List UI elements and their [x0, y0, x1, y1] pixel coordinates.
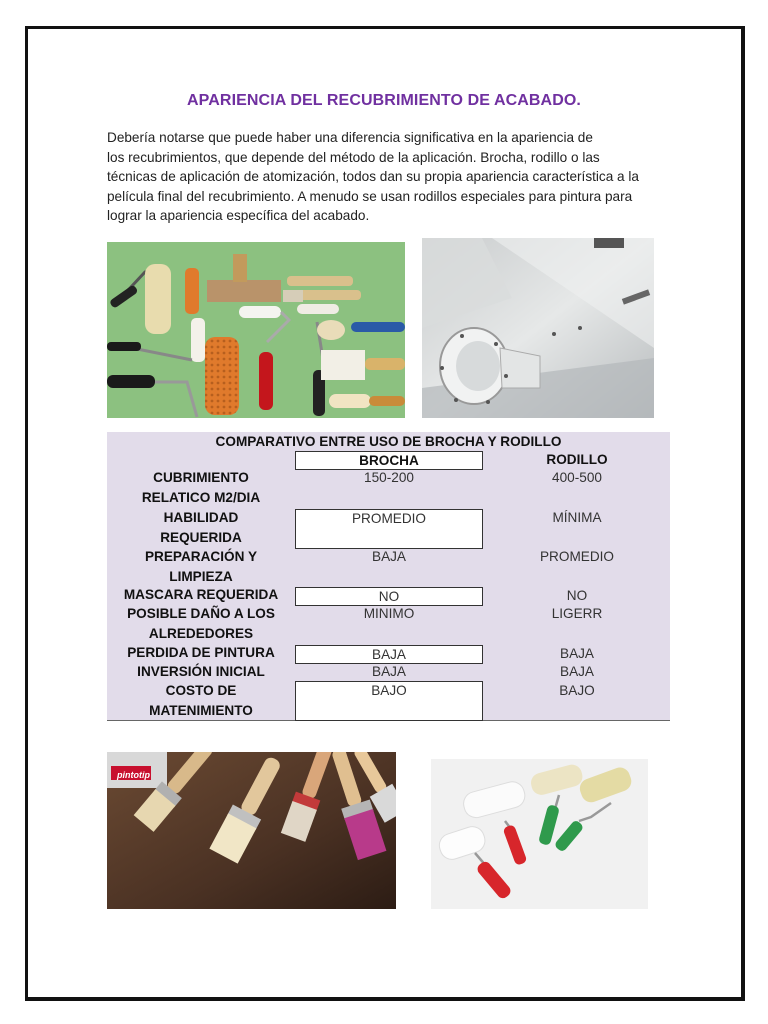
cell-rodillo: BAJO — [559, 683, 595, 698]
brand-logo-text: pintotip — [117, 770, 150, 780]
cell-brocha: BAJO — [295, 681, 483, 721]
cell-brocha: 150-200 — [364, 470, 414, 485]
row-label: MATENIMIENTO — [149, 703, 253, 718]
cell-rodillo: BAJA — [560, 664, 594, 679]
cell-brocha: BAJA — [372, 664, 406, 679]
row-label: LIMPIEZA — [169, 569, 233, 584]
row-label: INVERSIÓN INICIAL — [137, 664, 265, 679]
row-label: COSTO DE — [165, 683, 237, 698]
cell-rodillo: NO — [566, 588, 588, 603]
document-title: APARIENCIA DEL RECUBRIMIENTO DE ACABADO. — [187, 92, 581, 109]
paragraph-line: película final del recubrimiento. A menudo se usan rodillos especiales para pintura para — [107, 188, 633, 204]
cell-brocha: NO — [295, 587, 483, 606]
paragraph-line: lograr la apariencia específica del acabado. — [107, 208, 370, 223]
row-label: ALREDEDORES — [148, 626, 254, 641]
paragraph-line: técnicas de aplicación de atomización, todos dan su propia apariencia característica a la — [107, 169, 639, 184]
cell-rodillo: PROMEDIO — [539, 549, 614, 564]
cell-rodillo: BAJA — [560, 646, 594, 661]
cell-rodillo: 400-500 — [552, 470, 602, 485]
cell-brocha: PROMEDIO — [295, 509, 483, 549]
header-brocha: BROCHA — [295, 451, 483, 470]
row-label: POSIBLE DAÑO A LOS — [127, 606, 275, 621]
row-label: PREPARACIÓN Y — [144, 549, 258, 564]
cell-brocha: BAJA — [372, 549, 406, 564]
cell-rodillo: MÍNIMA — [552, 510, 602, 525]
row-label: PERDIDA DE PINTURA — [127, 645, 275, 660]
painted-tank-photo — [422, 238, 654, 418]
paragraph-line: los recubrimientos, que depende del método de la aplicación. Brocha, rodillo o las — [107, 149, 600, 165]
row-label: HABILIDAD — [163, 510, 239, 525]
paint-brushes-photo — [107, 752, 396, 909]
row-label: RELATICO M2/DIA — [141, 490, 261, 505]
table-title: COMPARATIVO ENTRE USO DE BROCHA Y RODILLO — [215, 434, 562, 449]
paragraph-line: Debería notarse que puede haber una diferencia significativa en la apariencia de — [107, 130, 593, 145]
row-label: CUBRIMIENTO — [153, 470, 249, 485]
row-label: REQUERIDA — [160, 530, 242, 545]
rollers-brushes-photo — [107, 242, 405, 418]
row-label: MASCARA REQUERIDA — [123, 587, 279, 602]
cell-brocha: BAJA — [295, 645, 483, 664]
header-rodillo: RODILLO — [546, 452, 608, 467]
intro-paragraph — [107, 128, 652, 226]
cell-rodillo: LIGERR — [551, 606, 603, 621]
cell-brocha: MINIMO — [363, 606, 415, 621]
comparison-table — [107, 432, 670, 721]
small-rollers-photo — [431, 759, 648, 909]
